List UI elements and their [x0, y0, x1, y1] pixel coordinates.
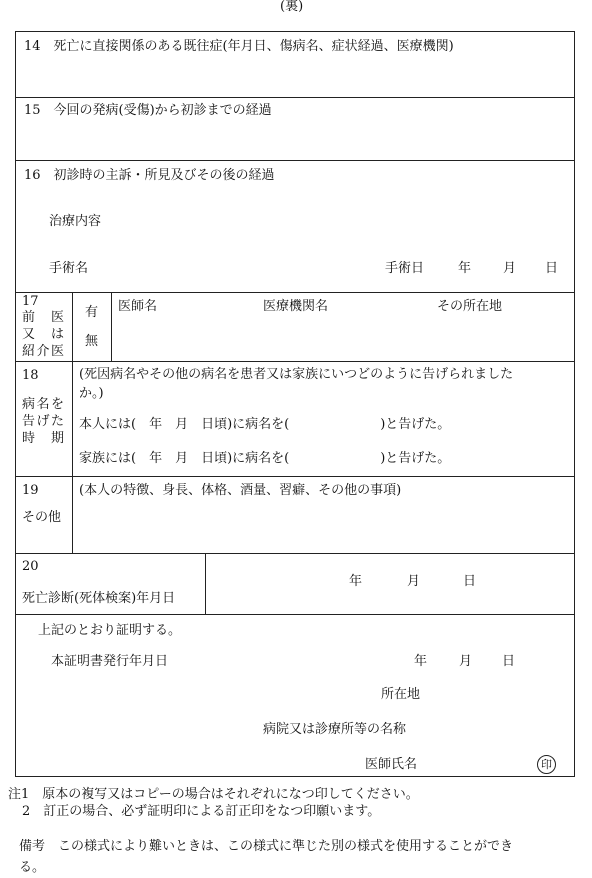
- month-label: 月: [503, 261, 517, 276]
- certification-statement: 上記のとおり証明する。: [38, 623, 182, 638]
- remarks-line2: る。: [19, 860, 46, 875]
- row-20-number: 20: [22, 559, 39, 574]
- doctor-name-label: 医師氏名: [365, 757, 418, 772]
- divider: [15, 361, 575, 362]
- question-line1: (死因病名やその他の病名を患者又は家族にいつどのように告げられました: [79, 367, 514, 382]
- divider: [205, 553, 206, 614]
- row-17-number: 17: [22, 294, 39, 309]
- institution-label: 医療機関名: [263, 299, 329, 314]
- row-19-number: 19: [22, 483, 39, 498]
- divider: [15, 292, 575, 293]
- issue-date-label: 本証明書発行年月日: [51, 654, 169, 669]
- note-2: 2 訂正の場合、必ず証明印による訂正印をなつ印願います。: [22, 804, 381, 819]
- month-label: 月: [407, 574, 421, 589]
- year-label: 年: [349, 574, 363, 589]
- divider: [15, 160, 575, 161]
- note-1: 注1 原本の複写又はコピーの場合はそれぞれになつ印してください。: [8, 787, 419, 802]
- row-17-line3: 紹介医: [22, 344, 64, 359]
- row-18-line3: 時 期: [22, 431, 64, 446]
- doctor-label: 医師名: [118, 299, 158, 314]
- row-18-line1: 病名を: [22, 397, 64, 412]
- divider: [15, 476, 575, 477]
- row-16-label: 16 初診時の主訴・所見及びその後の経過: [24, 168, 275, 183]
- treatment-label: 治療内容: [49, 214, 102, 229]
- family-notice-line: 家族には( 年 月 日頃)に病名を( )と告げた。: [79, 451, 451, 466]
- day-label: 日: [502, 654, 516, 669]
- row-17-line2: 又 は: [22, 327, 64, 342]
- day-label: 日: [545, 261, 559, 276]
- none-option[interactable]: 無: [85, 334, 99, 349]
- has-option[interactable]: 有: [85, 305, 99, 320]
- hospital-label: 病院又は診療所等の名称: [263, 722, 407, 737]
- row-17-line1: 前 医: [22, 310, 64, 325]
- row-19-label: その他: [22, 510, 62, 525]
- address-label: その所在地: [437, 299, 503, 314]
- divider: [15, 614, 575, 615]
- row-15-label: 15 今回の発病(受傷)から初診までの経過: [24, 103, 272, 118]
- remarks-line1: 備考 この様式により難いときは、この様式に準じた別の様式を使用することができ: [19, 839, 514, 854]
- row-19-content: (本人の特徴、身長、体格、酒量、習癖、その他の事項): [79, 483, 402, 498]
- year-label: 年: [414, 654, 428, 669]
- divider: [111, 292, 112, 361]
- page-title: (裏): [280, 0, 304, 14]
- row-14-label: 14 死亡に直接関係のある既往症(年月日、傷病名、症状経過、医療機関): [24, 39, 454, 54]
- surgery-label: 手術名: [49, 261, 89, 276]
- row-20-label: 死亡診断(死体検案)年月日: [22, 591, 176, 606]
- divider: [72, 292, 73, 553]
- row-18-line2: 告げた: [22, 414, 64, 429]
- location-label: 所在地: [381, 687, 421, 702]
- day-label: 日: [463, 574, 477, 589]
- seal-icon: 印: [537, 755, 556, 774]
- row-18-number: 18: [22, 368, 39, 383]
- year-label: 年: [458, 261, 472, 276]
- self-notice-line: 本人には( 年 月 日頃)に病名を( )と告げた。: [79, 417, 451, 432]
- month-label: 月: [459, 654, 473, 669]
- surgery-date-label: 手術日: [385, 261, 425, 276]
- divider: [15, 97, 575, 98]
- question-line2: か。): [79, 386, 104, 401]
- divider: [15, 553, 575, 554]
